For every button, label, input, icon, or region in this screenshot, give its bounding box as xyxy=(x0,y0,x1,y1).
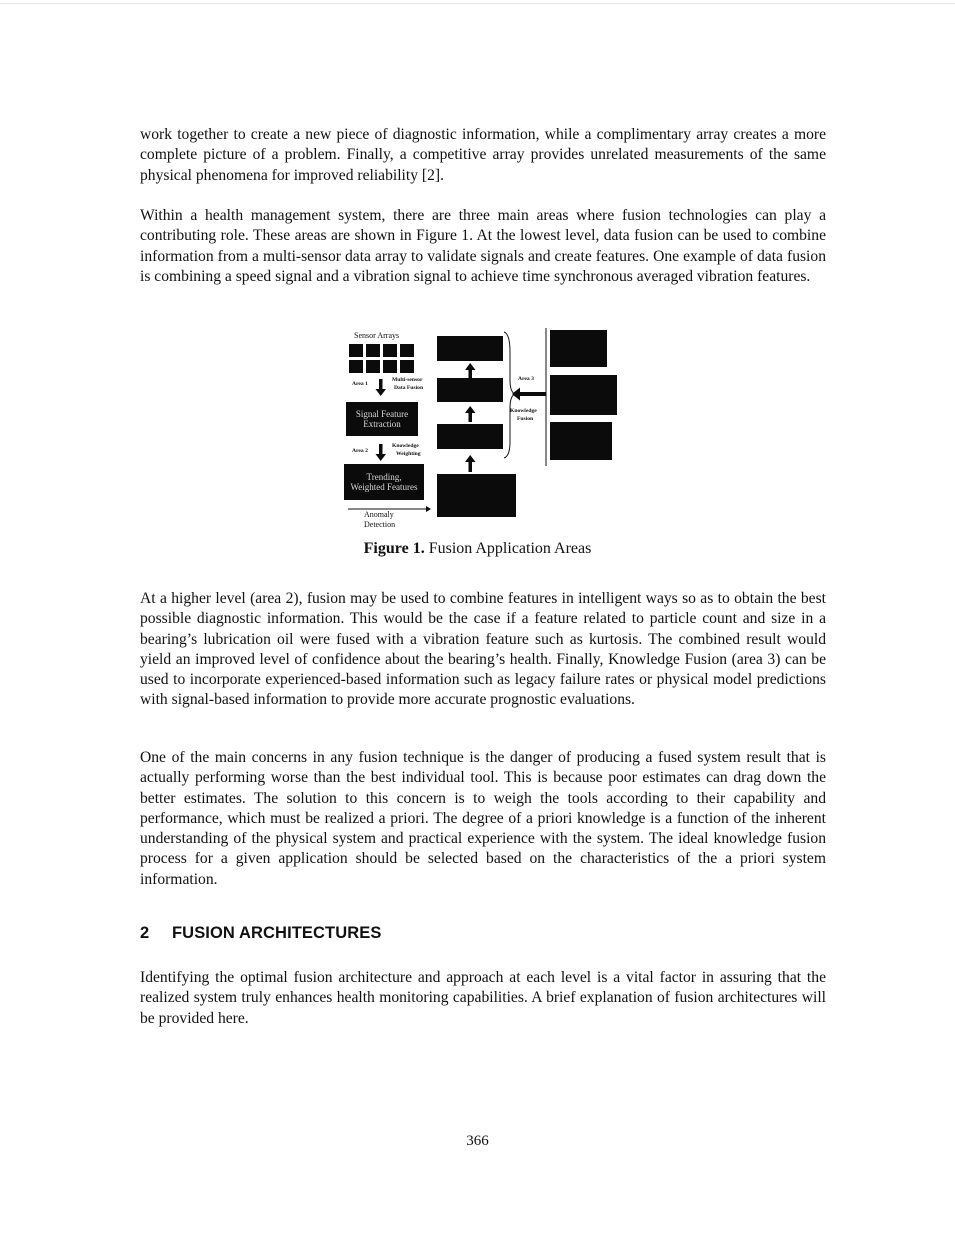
down-arrow-area-2 xyxy=(376,444,387,461)
signal-feature-text-line1: Signal Feature xyxy=(355,409,409,419)
knowledge-weighting-label-line1: Knowledge xyxy=(392,443,419,449)
page-top-border xyxy=(0,3,955,4)
up-arrow-3 xyxy=(465,455,476,472)
knowledge-fusion-label-line2: Fusion xyxy=(517,416,534,422)
up-arrow-1 xyxy=(465,363,476,379)
section-heading xyxy=(140,924,381,943)
trending-text-line1: Trending, xyxy=(366,472,402,482)
figure-caption-label: Figure 1. xyxy=(363,540,425,557)
section-number: 2 xyxy=(140,924,150,942)
down-arrow-area-1 xyxy=(376,379,387,396)
paragraph-5: Identifying the optimal fusion architecture and approach at each level is a vital factor in assuring that the realized system truly enhances health monitoring capabilities. A brief explanation of fusion architectures will be provided here. xyxy=(140,969,826,1027)
section-title: FUSION ARCHITECTURES xyxy=(172,924,382,942)
figure-fusion-application-areas xyxy=(340,322,630,537)
knowledge-fusion-label-line1: Knowledge xyxy=(510,408,537,414)
paragraph-1: work together to create a new piece of diagnostic information, while a complimentary array creates a more complete picture of a problem. Finally, a competitive array provides unrelated measurements of the same physical phenomena for improved reliability [2]. xyxy=(140,126,826,184)
left-arrow-knowledge-fusion xyxy=(512,388,546,401)
figure-caption xyxy=(0,540,955,558)
anomaly-label-line1: Anomaly xyxy=(364,510,394,519)
knowledge-weighting-label-line2: Weighting xyxy=(396,451,421,457)
area-2-label: Area 2 xyxy=(352,448,368,454)
paragraph-2: Within a health management system, there are three main areas where fusion technologies can play a contributing role. These areas are shown in Figure 1. At the lowest level, data fusion can be used to combine information from a multi-sensor data array to validate signals and create features. One example of data fusion is combining a speed signal and a vibration signal to achieve time synchronous averaged vibration features. xyxy=(140,207,826,285)
anomaly-label-line2: Detection xyxy=(364,520,396,529)
area-3-brace xyxy=(504,332,515,458)
figure-caption-text: Fusion Application Areas xyxy=(424,540,592,557)
multi-sensor-label-line1: Multi-sensor xyxy=(392,377,423,383)
area-1-label: Area 1 xyxy=(352,381,368,387)
paragraph-4: One of the main concerns in any fusion technique is the danger of producing a fused system result that is actually performing worse than the best individual tool. This is because poor estimates can drag down the better estimates. The solution to this concern is to weigh the tools according to their capability and performance, which must be realized a priori. The degree of a priori knowledge is a function of the inherent understanding of the physical system and practical experience with the system. The ideal knowledge fusion process for a given application should be selected based on the characteristics of the a priori system information. xyxy=(140,749,826,888)
trending-text-line2: Weighted Features xyxy=(350,482,418,492)
up-arrow-2 xyxy=(465,406,476,422)
signal-feature-text-line2: Extraction xyxy=(363,419,401,429)
page-number: 366 xyxy=(466,1133,489,1149)
paragraph-3: At a higher level (area 2), fusion may be used to combine features in intelligent ways so as to obtain the best possible diagnostic information. This would be the case if a feature related to particle count and size in a bearing’s lubrication oil were fused with a vibration feature such as kurtosis. The combined result would yield an improved level of confidence about the bearing’s health. Finally, Knowledge Fusion (area 3) can be used to incorporate experienced-based information such as legacy failure rates or physical model predictions with signal-based information to provide more accurate prognostic evaluations. xyxy=(140,590,826,709)
multi-sensor-label-line2: Data Fusion xyxy=(394,385,424,391)
figure-connectors xyxy=(340,322,630,537)
sensor-arrays-label: Sensor Arrays xyxy=(354,331,400,340)
area-3-label: Area 3 xyxy=(518,376,534,382)
